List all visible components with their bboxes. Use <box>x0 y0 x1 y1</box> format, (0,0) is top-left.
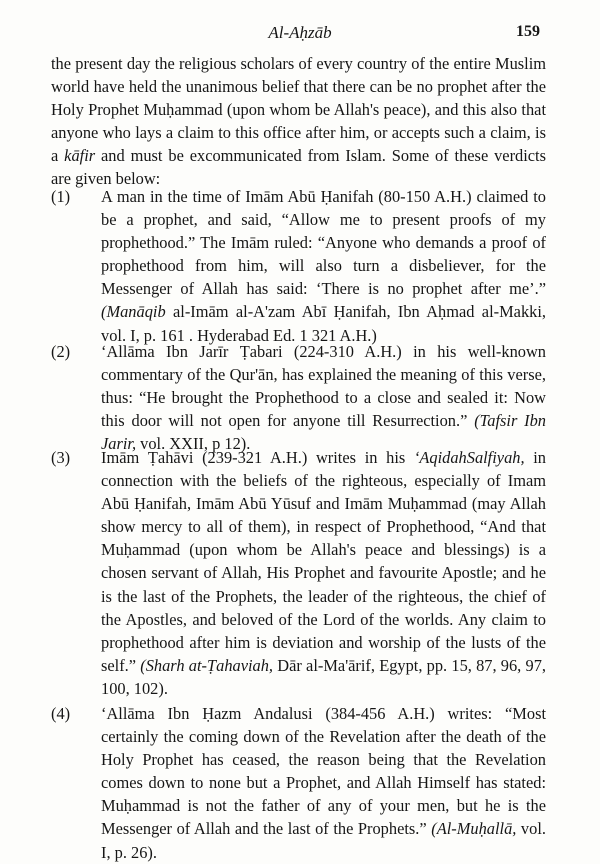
intro-paragraph <box>51 52 546 191</box>
kafir-term: kāfir <box>64 146 96 166</box>
item-text: ‘Allāma Ibn Ḥazm Andalusi (384-456 A.H.) writes: “Most certainly the coming down of the Revelation after the death of the Holy Prophet has ceased, the reason being that the Revelation comes down to none but a Prophet, and Allah Himself has stated: Muḥammad is not the father of any of your men, but he is the Messenger of Allah and the last of the Prophets.” <box>101 704 546 839</box>
item-body <box>101 340 546 455</box>
item-number: (3) <box>51 448 71 467</box>
item-citation-title: (Sharh at-Ṭahaviah, <box>140 655 274 675</box>
intro-text: the present day the religious scholars of every country of the entire Muslim world have held the unanimous belief that there can be no prophet after the Holy Prophet Muḥammad (upon whom be Allah's peace), and this also that anyone who lays a claim to this office after him, or accepts such a claim, is a kāfir and must be excommunicated from Islam. Some of these verdicts are given below: <box>51 54 546 189</box>
item-citation-title: (Tafsir Ibn Jarir, <box>101 411 547 454</box>
item-citation-title: (Manāqib <box>101 302 166 322</box>
item-body <box>101 446 546 700</box>
item-text: ‘Allāma Ibn Jarīr Ṭabari (224-310 A.H.) in his well-known commentary of the Qur'ān, has explained the meaning of this verse, thus: “He brought the Prophethood to a close and sealed it: Now this door will not open for anyone till Resurrection.” <box>101 342 546 431</box>
item-citation: vol. I, p. 26). <box>101 819 546 862</box>
item-number: (2) <box>51 342 71 361</box>
item-citation: al-Imām al-A'zam Abī Ḥanifah, Ibn Aḥmad al-Makki, vol. I, p. 161 . Hyderabad Ed. 1 321 A.H.) <box>101 302 546 345</box>
page-number: 159 <box>516 23 540 40</box>
page-header <box>0 23 600 47</box>
item-text-lead: Imām Ṭahāvi (239-321 A.H.) writes in his <box>101 448 414 467</box>
item-body <box>101 185 546 347</box>
item-text: A man in the time of Imām Abū Ḥanifah (80-150 A.H.) claimed to be a prophet, and said, “Allow me to present proofs of my prophethood.” The Imām ruled: “Anyone who demands a proof of prophethood from him, will also turn a disbeliever, for the Messenger of Allah has said: ‘There is no prophet after me’.” <box>101 187 546 299</box>
item-citation-title: (Al-Muḥallā, <box>431 819 517 839</box>
item-citation: Dār al-Ma'ārif, Egypt, pp. 15, 87, 96, 97, 100, 102). <box>101 655 546 698</box>
item-number: (4) <box>51 704 71 723</box>
item-text: in connection with the beliefs of the righteous, especially of Imam Abū Ḥanifah, Imām Abū Yūsuf and Imām Muḥammad (may Allah show mercy to all of them), in respect of Prophethood, “And that Muḥammad (upon whom be Allah's peace and blessings) is a chosen servant of Allah, His Prophet and favourite Apostle; and he is the last of the Prophets, the leader of the righteous, the chief of the Apostles, and beloved of the Lord of the worlds. Any claim to prophethood after him is deviation and worship of the lusts of the self.” <box>101 448 546 675</box>
item-body <box>101 702 546 864</box>
item-number: (1) <box>51 187 71 206</box>
running-title: Al-Aḥzāb <box>268 23 332 42</box>
item-citation: vol. XXII, p 12). <box>136 434 251 454</box>
item-work-title: ‘AqidahSalfiyah, <box>413 448 525 467</box>
